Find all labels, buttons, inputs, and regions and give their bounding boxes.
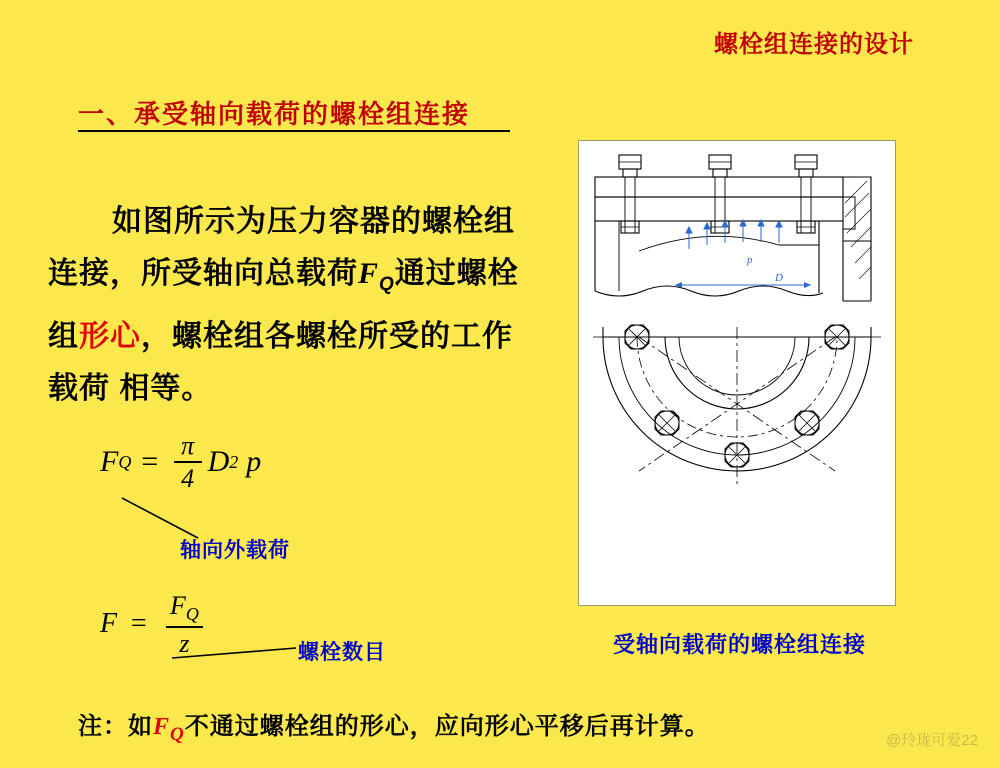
watermark: @玲珑可爱22 (886, 732, 978, 749)
body-line-3 (48, 311, 578, 363)
formula2-numerator (166, 592, 203, 624)
formula1-equals: = (139, 445, 160, 479)
body-paragraph (48, 196, 578, 415)
figure-label-D: D (775, 272, 783, 284)
formula2-numerator-symbol: F (170, 591, 186, 620)
formula1-lhs-sub: Q (118, 451, 132, 472)
section-heading: 一、承受轴向载荷的螺栓组连接 (78, 99, 471, 129)
section-underline (78, 130, 510, 132)
formula1-numerator: π (181, 431, 195, 460)
body-line-1-text: 如图所示为压力容器的螺栓组 (112, 205, 515, 238)
figure-caption: 受轴向载荷的螺栓组连接 (613, 632, 867, 657)
figure-drawing (579, 141, 895, 605)
body-line-1 (48, 196, 578, 248)
body-line-2 (48, 248, 578, 311)
figure-label-p: p (747, 254, 753, 266)
formula1-diameter-exponent: 2 (229, 451, 239, 472)
footer-note (78, 706, 710, 746)
header-title: 螺栓组连接的设计 (714, 31, 914, 58)
formula2-numerator-sub: Q (185, 604, 199, 625)
body-line-3-text-b: ，螺栓组各螺栓所受的工作 (141, 320, 513, 353)
body-line-2-text-a: 连接，所受轴向总载荷 (48, 257, 358, 290)
formula1-lhs: F (100, 445, 119, 479)
body-line-2-text-b: 通过螺栓 (394, 257, 519, 290)
formula1-pressure: p (246, 445, 262, 479)
figure-pressure-vessel (578, 140, 896, 606)
formula1-diameter: D (207, 445, 230, 479)
symbol-FQ-subscript: Q (379, 274, 395, 295)
symbol-FQ-inline: F (358, 257, 380, 290)
footer-note-a: 注：如 (78, 713, 153, 740)
annotation-bolt-count: 螺栓数目 (298, 641, 386, 664)
formula2-denominator: z (179, 628, 190, 658)
formula1-denominator: 4 (181, 463, 195, 493)
leader-line-bolt-count (170, 628, 300, 664)
annotation-axial-load: 轴向外载荷 (180, 539, 290, 562)
body-line-4: 载荷 相等。 (48, 372, 213, 405)
body-line-3-text-a: 组 (48, 320, 79, 353)
formula2-equals: = (129, 608, 149, 640)
footer-note-b: 不通过螺栓组的形心，应向形心平移后再计算。 (184, 713, 710, 740)
formula2-lhs: F (100, 608, 118, 640)
formula1-fraction-bar (174, 461, 202, 463)
body-highlight-centroid: 形心 (79, 320, 141, 353)
footer-symbol-sub: Q (170, 723, 185, 745)
footer-symbol-F: F (153, 714, 171, 740)
formula-axial-load (100, 432, 261, 492)
formula1-fraction (174, 432, 202, 492)
